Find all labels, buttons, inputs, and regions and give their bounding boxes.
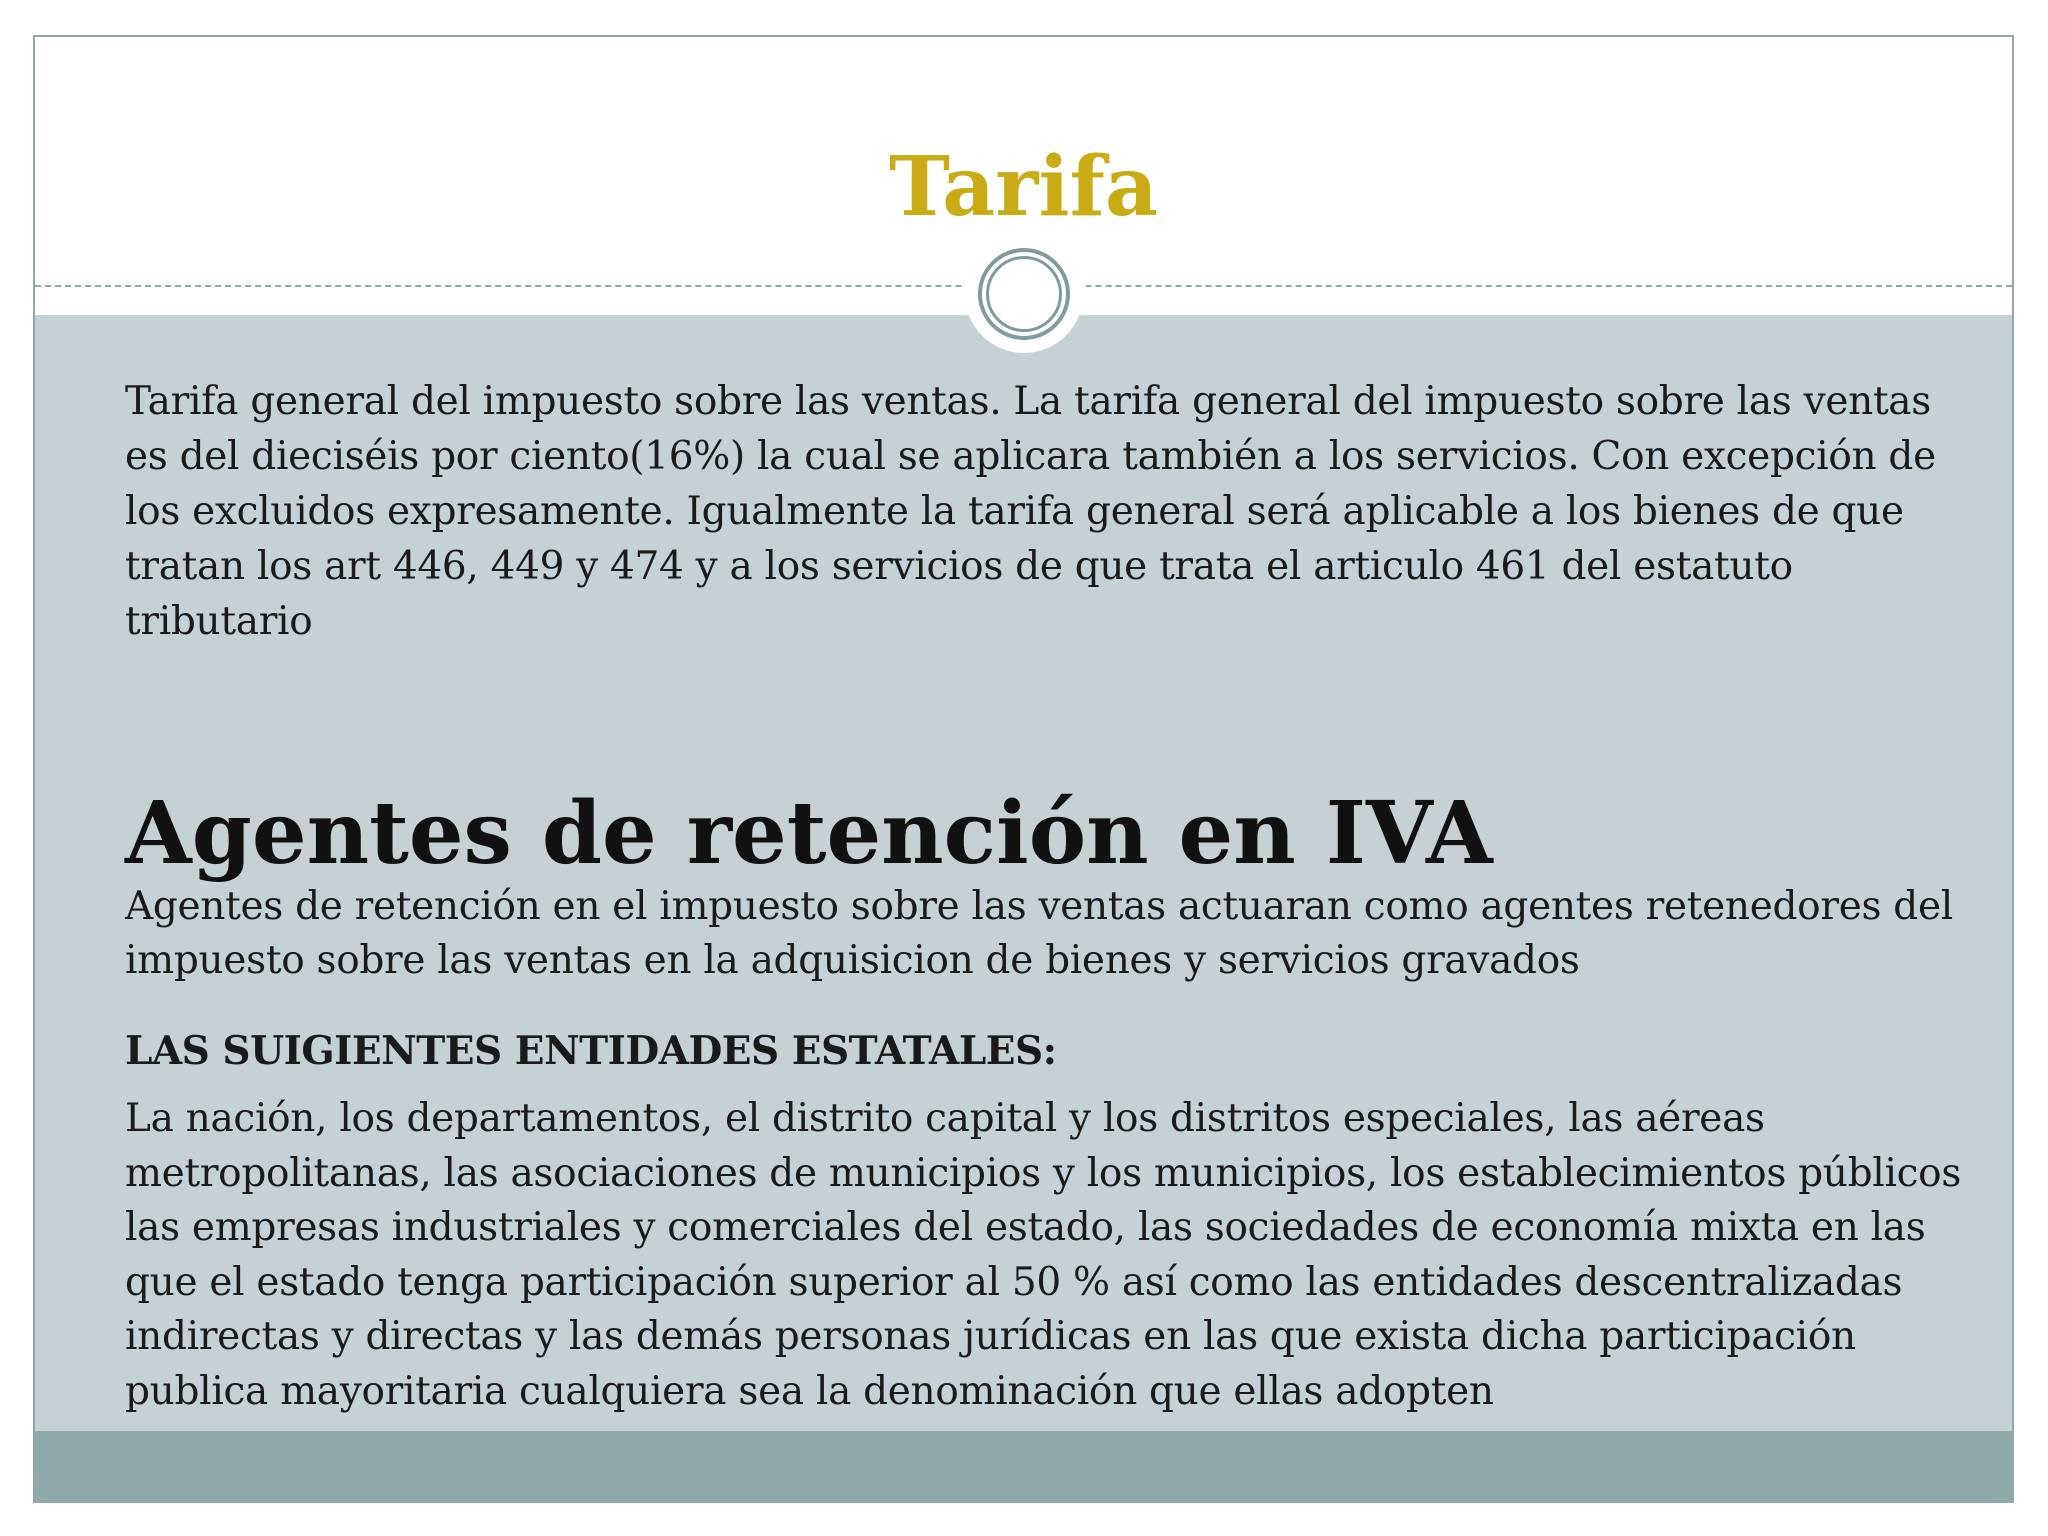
divider-inner-ring-icon (986, 256, 1062, 332)
tarifa-paragraph: Tarifa general del impuesto sobre las ventas. La tarifa general del impuesto sobre las ventas es del dieciséis por ciento(16%) la cual se aplicara también a los servicios. Con excepción de los excluidos expresamente. Igualmente la tarifa general será aplicable a los bienes de que tratan los art 446, 449 y 474 y a los servicios de que trata el articulo 461 del estatuto tributario (125, 379, 1936, 644)
agentes-heading: Agentes de retención en IVA (125, 783, 1493, 884)
entidades-heading: LAS SUIGIENTES ENTIDADES ESTATALES: (125, 1028, 1057, 1074)
slide (33, 35, 2014, 1503)
entidades-paragraph: La nación, los departamentos, el distrito capital y los distritos especiales, las aéreas metropolitanas, las asociaciones de municipios y los municipios, los establecimientos públicos las empresas industriales y comerciales del estado, las sociedades de economía mixta en las que el estado tenga participación superior al 50 % así como las entidades descentralizadas indirectas y directas y las demás personas jurídicas en las que exista dicha participación publica mayoritaria cualquiera sea la denominación que ellas adopten (125, 1096, 1962, 1414)
agentes-paragraph: Agentes de retención en el impuesto sobre las ventas actuaran como agentes retenedores del impuesto sobre las ventas en la adquisicion de bienes y servicios gravados (125, 884, 1953, 983)
slide-title: Tarifa (888, 139, 1159, 235)
footer-band (35, 1431, 2012, 1501)
